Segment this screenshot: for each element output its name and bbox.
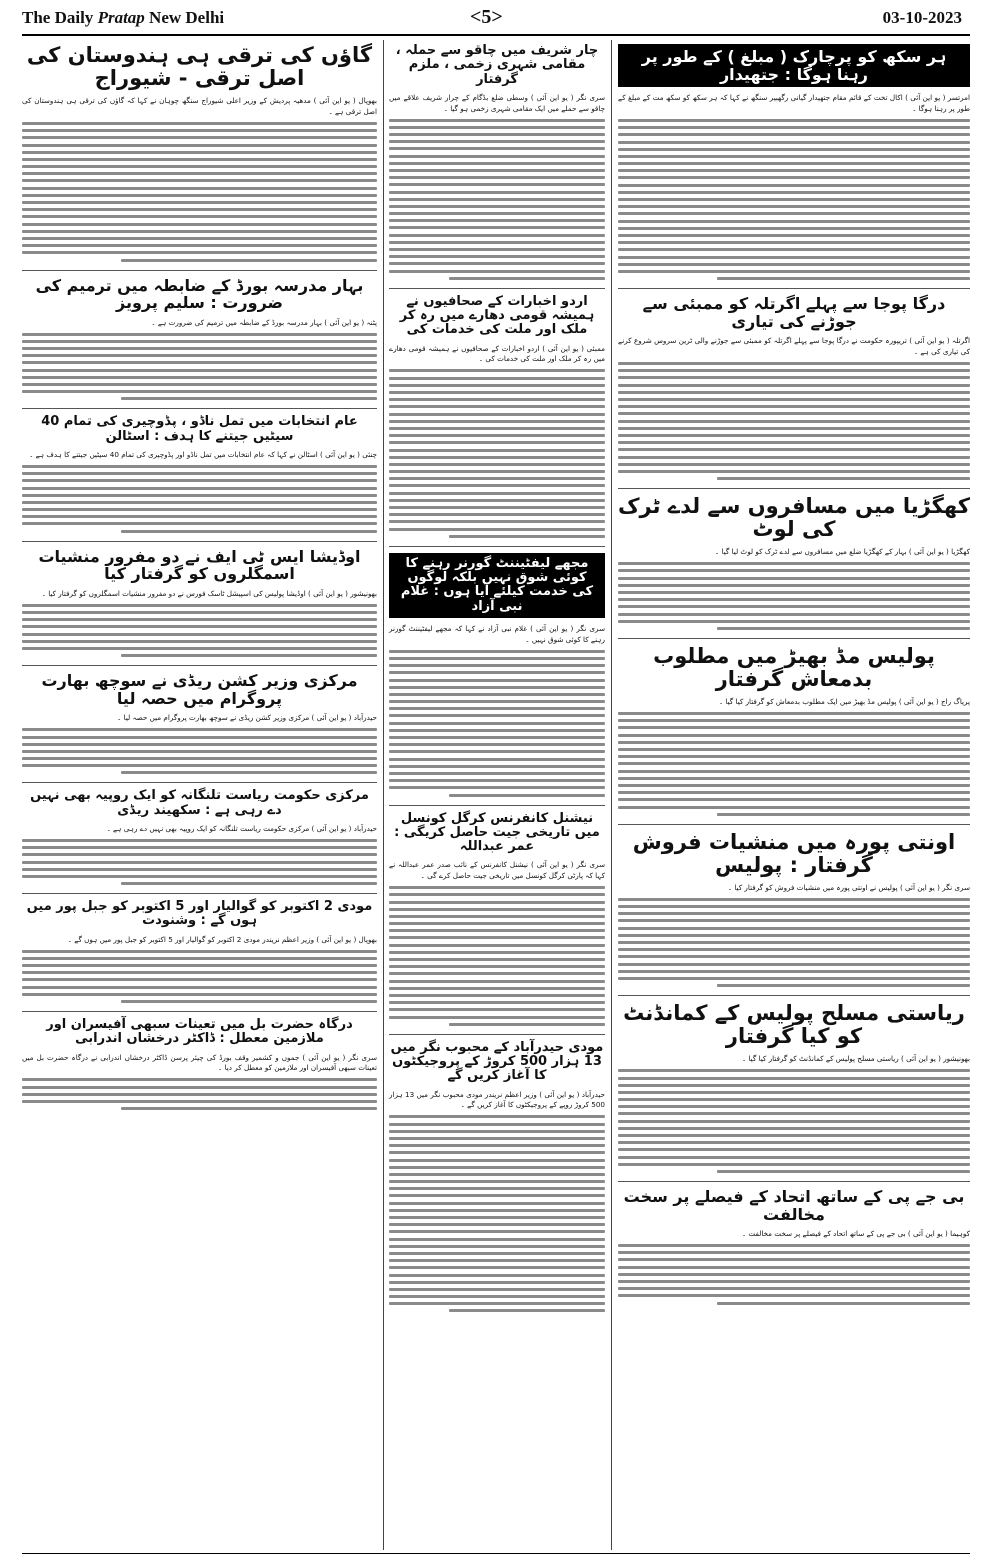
story-body-text bbox=[618, 562, 970, 630]
story-body-text bbox=[389, 1115, 605, 1312]
story-lead: ممبئی ( یو این آئی ) اردو اخبارات کے صحافیوں نے ہمیشہ قومی دھارے میں رہ کر ملک اور ملت کی خدمات کی ۔ bbox=[389, 343, 605, 364]
story-divider bbox=[618, 824, 970, 825]
story-lead: بھونیشور ( یو این آئی ) اوڈیشا پولیس کی اسپیشل ٹاسک فورس نے دو مفرور منشیات اسمگلروں کو گرفتار کیا ۔ bbox=[41, 588, 377, 598]
paper-name-italic: Pratap bbox=[97, 8, 145, 27]
story-divider bbox=[618, 1181, 970, 1182]
story-divider bbox=[22, 782, 377, 783]
story-headline: کھگڑیا میں مسافروں سے لدے ٹرک کی لوٹ bbox=[618, 494, 970, 542]
story-body-text bbox=[389, 119, 605, 280]
story-body-text bbox=[22, 1078, 377, 1110]
story bbox=[22, 672, 377, 774]
story-lead: بھونیشور ( یو این آئی ) ریاستی مسلح پولیس کے کمانڈنٹ کو گرفتار کیا گیا ۔ bbox=[742, 1054, 970, 1064]
story-divider bbox=[22, 893, 377, 894]
story-headline: درگا پوجا سے پہلے اگرتلہ کو ممبئی سے جوڑنے کی تیاری bbox=[642, 294, 946, 331]
footer-rule bbox=[22, 1553, 970, 1554]
story-divider bbox=[389, 288, 605, 289]
story-body-text bbox=[22, 465, 377, 533]
story-headline: ہر سکھ کو پرچارک ( مبلغ ) کے طور پر رہنا ہوگا : جتھیدار bbox=[618, 44, 970, 87]
story-lead: سری نگر ( یو این آئی ) پولیس نے اونتی پورہ میں منشیات فروش کو گرفتار کیا ۔ bbox=[727, 882, 970, 892]
story-lead: سری نگر ( یو این آئی ) غلام نبی آزاد نے کہا کہ مجھے لیفٹیننٹ گورنر رہنے کا کوئی شوق نہیں ۔ bbox=[389, 623, 605, 644]
story-body-text bbox=[618, 1244, 970, 1305]
story bbox=[618, 495, 970, 630]
story-headline: مجھے لیفٹیننٹ گورنر رہنے کا کوئی شوق نہیں بلکہ لوگوں کی خدمت کیلئے آیا ہوں : غلام نبی آزاد bbox=[389, 553, 605, 618]
story-headline: اردو اخبارات کے صحافیوں نے ہمیشہ قومی دھارے میں رہ کر ملک اور ملت کی خدمات کی bbox=[399, 293, 595, 338]
story-divider bbox=[22, 270, 377, 271]
story-body-text bbox=[389, 886, 605, 1026]
page-number: <5> bbox=[470, 6, 503, 28]
story-headline: مودی 2 اکتوبر کو گوالیار اور 5 اکتوبر کو جبل پور میں ہوں گے : وشنودت bbox=[26, 899, 373, 929]
story bbox=[389, 812, 605, 1026]
story-headline: مرکزی حکومت ریاست تلنگانہ کو ایک روپیہ بھی نہیں دے رہی ہے : سکھیند ریڈی bbox=[30, 788, 369, 818]
story bbox=[22, 44, 377, 262]
story-divider bbox=[22, 408, 377, 409]
story-divider bbox=[22, 665, 377, 666]
story-lead: پریاگ راج ( یو این آئی ) پولیس مڈ بھیڑ میں ایک مطلوب بدمعاش کو گرفتار کیا گیا ۔ bbox=[718, 697, 970, 707]
story-divider bbox=[389, 805, 605, 806]
story bbox=[22, 1018, 377, 1110]
story-lead: حیدرآباد ( یو این آئی ) مرکزی وزیر کشن ریڈی نے سوچھ بھارت پروگرام میں حصہ لیا ۔ bbox=[117, 713, 377, 723]
story-headline: گاؤں کی ترقی ہی ہندوستان کی اصل ترقی - شیوراج bbox=[26, 43, 373, 91]
story-body-text bbox=[22, 333, 377, 401]
story-body-text bbox=[618, 119, 970, 280]
story-headline: مرکزی وزیر کشن ریڈی نے سوچھ بھارت پروگرام میں حصہ لیا bbox=[41, 671, 358, 708]
paper-name bbox=[22, 8, 224, 28]
story-headline: نیشنل کانفرنس کرگل کونسل میں تاریخی جیت حاصل کریگی : عمر عبداللہ bbox=[394, 810, 600, 855]
story bbox=[389, 1041, 605, 1313]
story-lead: سری نگر ( یو این آئی ) جموں و کشمیر وقف بورڈ کی چیئر پرسن ڈاکٹر درخشاں اندرابی نے درگاہ حضرت بل میں تعینات سبھی آفیسران اور ملازمین کو معطل کر دیا ۔ bbox=[22, 1052, 377, 1073]
paper-name-part: The Daily bbox=[22, 8, 98, 27]
story-lead: کھگڑیا ( یو این آئی ) بہار کے کھگڑیا ضلع میں مسافروں سے لدے ٹرک کو لوٹ لیا گیا ۔ bbox=[715, 547, 970, 557]
story-headline: اونتی پورہ میں منشیات فروش گرفتار : پولیس bbox=[632, 829, 956, 877]
story-divider bbox=[618, 638, 970, 639]
story bbox=[618, 44, 970, 280]
story-lead: بھوپال ( یو این آئی ) مدھیہ پردیش کے وزیر اعلی شیوراج سنگھ چوہان نے کہا کہ گاؤں کی ترقی ہی ہندوستان کی اصل ترقی ہے ۔ bbox=[22, 96, 377, 116]
story-body-text bbox=[389, 650, 605, 797]
story bbox=[22, 277, 377, 401]
story-body-text bbox=[22, 728, 377, 774]
story-lead: حیدرآباد ( یو این آئی ) وزیر اعظم نریندر مودی محبوب نگر میں 13 ہزار 500 کروڑ روپے کے پروجیکٹوں کا آغاز کریں گے ۔ bbox=[389, 1089, 605, 1110]
story-body-text bbox=[22, 839, 377, 885]
story-divider bbox=[389, 1034, 605, 1035]
story-lead: امرتسر ( یو این آئی ) اکال تخت کے قائم مقام جتھیدار گیانی رگھبیر سنگھ نے کہا کہ ہر سکھ کو سکھ مت کے مبلغ کے طور پر رہنا ہوگا ۔ bbox=[618, 93, 970, 113]
story-lead: سری نگر ( یو این آئی ) نیشنل کانفرنس کے نائب صدر عمر عبداللہ نے کہا کہ پارٹی کرگل کونسل میں تاریخی جیت حاصل کرے گی ۔ bbox=[389, 860, 605, 881]
story-headline: بی جے پی کے ساتھ اتحاد کے فیصلے پر سخت مخالفت bbox=[623, 1186, 965, 1224]
story-lead: اگرتلہ ( یو این آئی ) تریپورہ حکومت نے درگا پوجا سے پہلے اگرتلہ کو ممبئی سے جوڑنے والی ٹرین سروس شروع کرنے کی تیاری کی ہے ۔ bbox=[618, 336, 970, 357]
story-divider bbox=[618, 488, 970, 489]
story-headline: عام انتخابات میں تمل ناڈو ، پڈوچیری کی تمام 40 سیٹیں جیتنے کا ہدف : اسٹالن bbox=[41, 414, 358, 444]
story-lead: کوہیما ( یو این آئی ) بی جے پی کے ساتھ اتحاد کے فیصلے پر سخت مخالفت ۔ bbox=[741, 1229, 970, 1239]
story bbox=[618, 1188, 970, 1305]
story-headline: چار شریف میں چاقو سے حملہ ، مقامی شہری زخمی ، ملزم گرفتار bbox=[395, 43, 599, 87]
story-headline: اوڈیشا ایس ٹی ایف نے دو مفرور منشیات اسمگلروں کو گرفتار کیا bbox=[38, 546, 361, 584]
story bbox=[22, 789, 377, 885]
column-divider bbox=[383, 40, 384, 1550]
issue-date: 03-10-2023 bbox=[882, 8, 962, 27]
story bbox=[618, 831, 970, 987]
story-divider bbox=[618, 288, 970, 289]
left-column bbox=[22, 42, 377, 1118]
middle-column bbox=[389, 42, 605, 1320]
story-body-text bbox=[618, 362, 970, 480]
story-headline: درگاہ حضرت بل میں تعینات سبھی آفیسران اور ملازمین معطل : ڈاکٹر درخشاں اندرابی bbox=[46, 1017, 353, 1047]
story-divider bbox=[22, 1011, 377, 1012]
story bbox=[22, 900, 377, 1003]
story-headline: بہار مدرسہ بورڈ کے ضابطہ میں ترمیم کی ضرورت : سلیم پرویز bbox=[35, 275, 364, 313]
story bbox=[22, 415, 377, 532]
story-body-text bbox=[22, 122, 377, 262]
story bbox=[389, 44, 605, 280]
story-body-text bbox=[389, 369, 605, 537]
story bbox=[618, 1002, 970, 1173]
story-lead: بھوپال ( یو این آئی ) وزیر اعظم نریندر مودی 2 اکتوبر کو گوالیار اور 5 اکتوبر کو جبل پور میں ہوں گے ۔ bbox=[67, 934, 377, 944]
story-headline: پولیس مڈ بھیڑ میں مطلوب بدمعاش گرفتار bbox=[653, 643, 935, 692]
story-divider bbox=[22, 541, 377, 542]
right-column bbox=[618, 42, 970, 1313]
story-body-text bbox=[22, 950, 377, 1003]
story-headline: ریاستی مسلح پولیس کے کمانڈنٹ کو کیا گرفتار bbox=[623, 1001, 965, 1049]
story-body-text bbox=[618, 898, 970, 987]
masthead-rule bbox=[22, 34, 970, 36]
column-divider bbox=[611, 40, 612, 1550]
story bbox=[389, 295, 605, 538]
story-lead: پٹنہ ( یو این آئی ) بہار مدرسہ بورڈ کے ضابطہ میں ترمیم کی ضرورت ہے ۔ bbox=[151, 317, 377, 327]
story bbox=[618, 295, 970, 480]
story-body-text bbox=[22, 604, 377, 657]
story-lead: حیدرآباد ( یو این آئی ) مرکزی حکومت ریاست تلنگانہ کو ایک روپیہ بھی نہیں دے رہی ہے ۔ bbox=[106, 824, 377, 834]
paper-name-part: New Delhi bbox=[144, 8, 225, 27]
story-divider bbox=[389, 546, 605, 547]
story-body-text bbox=[618, 712, 970, 816]
masthead bbox=[0, 0, 992, 34]
story-headline: مودی حیدرآباد کے محبوب نگر میں 13 ہزار 500 کروڑ کے پروجیکٹوں کا آغاز کریں گے bbox=[390, 1039, 604, 1084]
story-lead: سری نگر ( یو این آئی ) وسطی ضلع بڈگام کے چرار شریف علاقے میں چاقو سے حملے میں ایک مقامی شہری زخمی ہو گیا ۔ bbox=[389, 92, 605, 113]
story bbox=[22, 548, 377, 657]
story bbox=[389, 553, 605, 797]
story-lead: چنئی ( یو این آئی ) اسٹالن نے کہا کہ عام انتخابات میں تمل ناڈو اور پڈوچیری کی تمام 40 سیٹیں جیتنے کا ہدف ہے ۔ bbox=[29, 449, 377, 459]
story bbox=[618, 645, 970, 816]
story-divider bbox=[618, 995, 970, 996]
story-body-text bbox=[618, 1069, 970, 1173]
